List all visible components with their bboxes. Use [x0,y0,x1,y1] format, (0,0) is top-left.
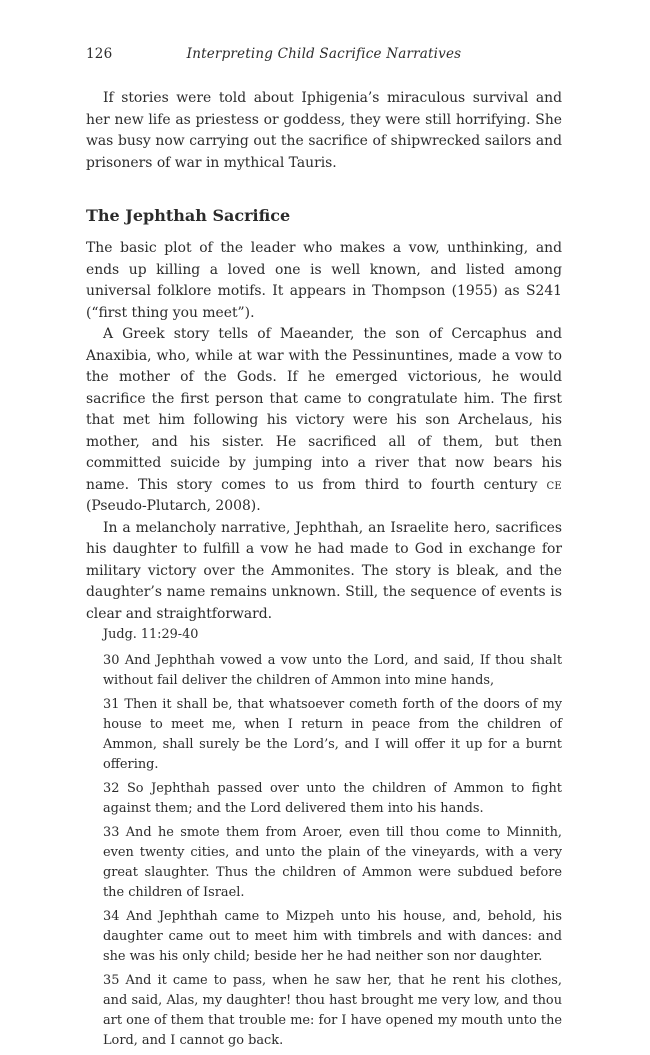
scripture-reference: Judg. 11:29-40 [103,627,199,642]
running-head [86,46,562,64]
page-body [86,88,562,1055]
verse: 32 So Jephthah passed over unto the children of Ammon to fight against them; and the Lord delivered them into his hands. [103,781,562,816]
verse: 33 And he smote them from Aroer, even till thou come to Minnith, even twenty cities, and unto the plain of the vineyards, with a very great slaughter. Thus the children of Ammon were subdued before the children of Israel. [103,825,562,900]
verse: 35 And it came to pass, when he saw her, that he rent his clothes, and said, Alas, my daughter! thou hast brought me very low, and thou art one of them that trouble me: for I have opened my mouth unto the Lord, and I cannot go back. [103,973,562,1048]
opening-paragraph: If stories were told about Iphigenia’s miraculous survival and her new life as priestess or goddess, they were still horrifying. She was busy now carrying out the sacrifice of shipwrecked sailors and prisoners of war in mythical Tauris. [86,90,562,171]
section-heading: The Jephthah Sacrifice [86,206,291,225]
paragraph-jephthah: In a melancholy narrative, Jephthah, an Israelite hero, sacrifices his daughter to fulfill a vow he had made to God in exchange for military victory over the Ammonites. The story is bleak, and the daughter’s name remains unknown. Still, the sequence of events is clear and straightforward. [86,519,562,622]
verse: 30 And Jephthah vowed a vow unto the Lord, and said, If thou shalt without fail deliver the children of Ammon into mine hands, [103,653,562,688]
verse: 31 Then it shall be, that whatsoever cometh forth of the doors of my house to meet me, when I return in peace from the children of Ammon, shall surely be the Lord’s, and I will offer it up for a burnt offering. [103,697,562,772]
scripture-extract [103,625,562,1051]
page-number: 126 [86,46,113,62]
paragraph-maeander-text: A Greek story tells of Maeander, the son of Cercaphus and Anaxibia, who, while at war with the Pessinuntines, made a vow to the mother of the Gods. If he emerged victorious, he would sacrifice the first person that came to congratulate him. The first that met him following his victory were his son Archelaus, his mother, and his sister. He sacrificed all of them, but then committed suicide by jumping into a river that now bears his name. This story comes to us from third to fourth century [86,326,562,493]
paragraph-maeander-citation: (Pseudo-Plutarch, 2008). [86,498,261,514]
era-abbreviation: ce [546,476,563,493]
running-title: Interpreting Child Sacrifice Narratives [186,46,462,62]
paragraph-maeander [86,324,562,518]
verse: 34 And Jephthah came to Mizpeh unto his house, and, behold, his daughter came out to meet him with timbrels and with dances: and she was his only child; beside her he had neither son nor daughter. [103,909,562,964]
paragraph-folklore-motif: The basic plot of the leader who makes a vow, unthinking, and ends up killing a loved one is well known, and listed among universal folklore motifs. It appears in Thompson (1955) as S241 (“first thing you meet”). [86,240,562,321]
